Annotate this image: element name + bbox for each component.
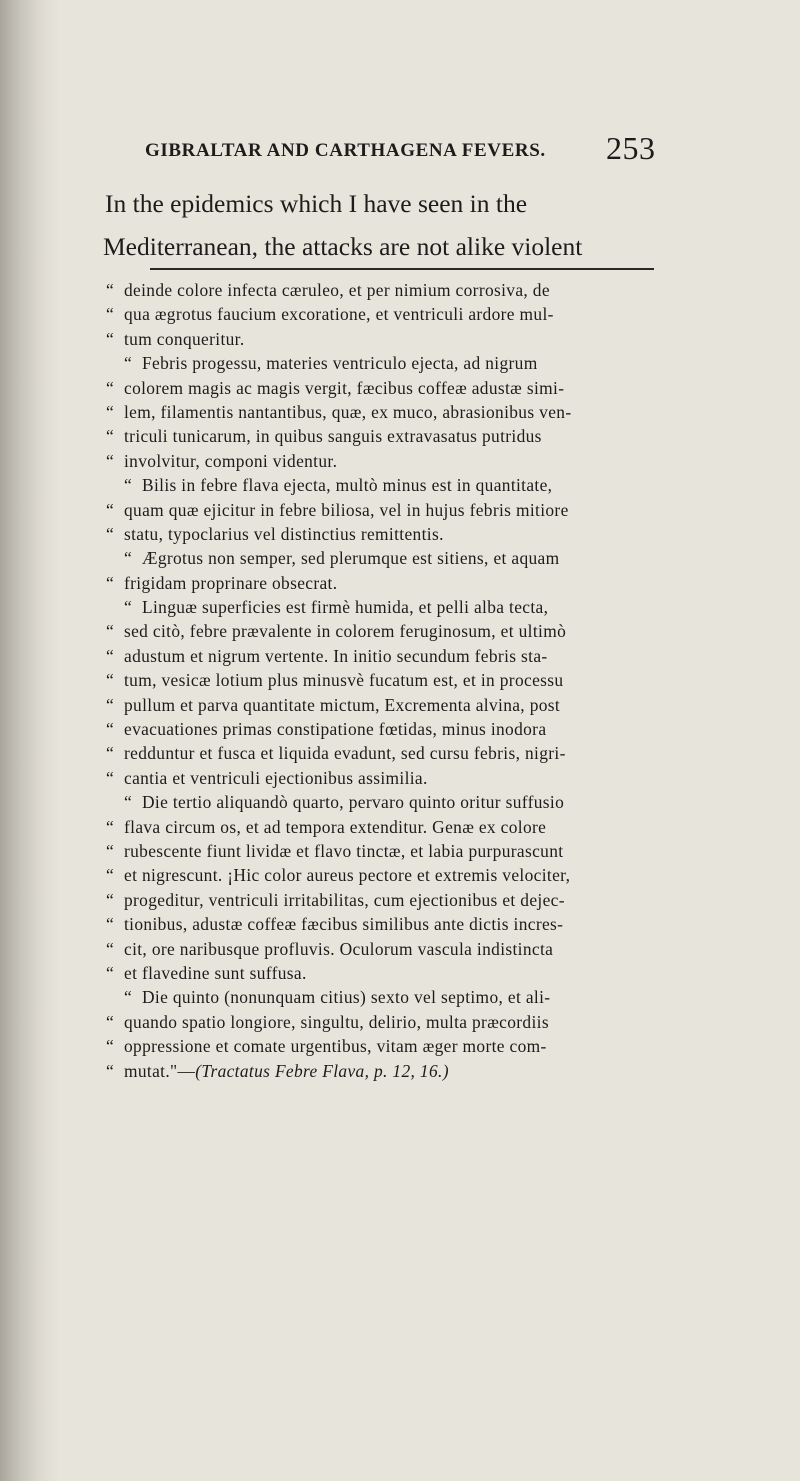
quote-mark: “ xyxy=(106,840,115,861)
quote-line xyxy=(106,766,726,790)
quote-line-text: adustum et nigrum vertente. In initio secundum febris sta- xyxy=(124,645,548,666)
quote-mark: “ xyxy=(106,328,115,349)
quote-line xyxy=(106,644,726,668)
quote-mark: “ xyxy=(106,523,115,544)
quote-line xyxy=(106,937,726,961)
quote-line-text: Linguæ superficies est firmè humida, et pelli alba tecta, xyxy=(142,597,549,618)
quote-line xyxy=(106,498,726,522)
quote-line xyxy=(106,888,726,912)
quote-line xyxy=(106,449,726,473)
quote-mark: “ xyxy=(106,938,115,959)
quote-line xyxy=(106,961,726,985)
quote-line xyxy=(106,839,726,863)
quote-mark: “ xyxy=(106,865,115,886)
quote-mark: “ xyxy=(106,450,115,471)
quote-mark: “ xyxy=(106,670,115,691)
quote-line-text: et nigrescunt. ¡Hic color aureus pectore et extremis velociter, xyxy=(124,865,571,886)
quote-line-text: redduntur et fusca et liquida evadunt, sed cursu febris, nigri- xyxy=(124,743,566,764)
quote-mark: “ xyxy=(106,645,115,666)
quote-mark: “ xyxy=(106,377,115,398)
quote-line xyxy=(106,1010,726,1034)
quote-line-text: pullum et parva quantitate mictum, Excrementa alvina, post xyxy=(124,694,561,715)
quote-line xyxy=(106,327,726,351)
quote-mark: “ xyxy=(124,987,133,1008)
quote-line xyxy=(106,595,726,619)
quote-line xyxy=(106,1034,726,1058)
quote-line-text: triculi tunicarum, in quibus sanguis extravasatus putridus xyxy=(124,426,542,447)
page-edge-shadow xyxy=(0,0,60,1481)
quote-mark: “ xyxy=(106,401,115,422)
quote-line xyxy=(106,571,726,595)
quote-mark: “ xyxy=(106,280,115,300)
quote-line xyxy=(106,278,726,302)
intro-paragraph xyxy=(105,182,665,268)
quote-mark: “ xyxy=(106,304,115,325)
quote-mark: “ xyxy=(124,475,133,496)
quote-line xyxy=(106,912,726,936)
quote-line xyxy=(106,351,726,375)
intro-line-2: Mediterranean, the attacks are not alike violent xyxy=(103,232,583,261)
quote-mark: “ xyxy=(106,767,115,788)
quote-mark: “ xyxy=(106,1011,115,1032)
quote-line xyxy=(106,424,726,448)
quote-line xyxy=(106,668,726,692)
footnote-rule xyxy=(150,268,654,270)
quote-line-text: sed citò, febre prævalente in colorem feruginosum, et ultimò xyxy=(124,621,567,642)
quote-line xyxy=(106,473,726,497)
quote-line-text: flava circum os, et ad tempora extenditur. Genæ ex colore xyxy=(124,816,547,837)
quote-line-text: progeditur, ventriculi irritabilitas, cum ejectionibus et dejec- xyxy=(124,889,565,910)
quote-mark: “ xyxy=(106,1060,115,1081)
quote-line-text: statu, typoclarius vel distinctius remittentis. xyxy=(124,523,444,544)
quote-mark: “ xyxy=(106,962,115,983)
quote-line xyxy=(106,1059,726,1083)
quote-line-text: Die quinto (nonunquam citius) sexto vel septimo, et ali- xyxy=(142,987,551,1008)
quote-line xyxy=(106,619,726,643)
quote-mark: “ xyxy=(106,719,115,740)
quote-mark: “ xyxy=(106,1036,115,1057)
quote-line-text: deinde colore infecta cæruleo, et per nimium corrosiva, de xyxy=(124,280,550,300)
quote-line-text: quam quæ ejicitur in febre biliosa, vel in hujus febris mitiore xyxy=(124,499,569,520)
quote-line-text: Febris progessu, materies ventriculo ejecta, ad nigrum xyxy=(142,353,538,374)
quote-line xyxy=(106,815,726,839)
quote-line xyxy=(106,985,726,1009)
quote-line-text: mutat."— xyxy=(124,1060,196,1081)
quote-line-text: Bilis in febre flava ejecta, multò minus est in quantitate, xyxy=(142,475,553,496)
quote-mark: “ xyxy=(106,743,115,764)
quote-line-text: tum, vesicæ lotium plus minusvè fucatum est, et in processu xyxy=(124,670,564,691)
quote-mark: “ xyxy=(124,792,133,813)
citation: (Tractatus Febre Flava, p. 12, 16.) xyxy=(195,1060,449,1081)
quote-mark: “ xyxy=(106,572,115,593)
intro-line-1: In the epidemics which I have seen in the xyxy=(105,189,528,218)
quote-mark: “ xyxy=(106,816,115,837)
quote-line xyxy=(106,522,726,546)
quote-line-text: frigidam proprinare obsecrat. xyxy=(124,572,338,593)
quote-line-text: tionibus, adustæ coffeæ fæcibus similibus ante dictis incres- xyxy=(124,914,564,935)
quote-line-text: et flavedine sunt suffusa. xyxy=(124,962,307,983)
quote-mark: “ xyxy=(106,499,115,520)
quote-line xyxy=(106,693,726,717)
quote-mark: “ xyxy=(106,889,115,910)
quote-line xyxy=(106,376,726,400)
quote-line xyxy=(106,546,726,570)
quote-line-text: evacuationes primas constipatione fœtidas, minus inodora xyxy=(124,719,547,740)
quote-mark: “ xyxy=(106,621,115,642)
quote-line-text: cantia et ventriculi ejectionibus assimilia. xyxy=(124,767,428,788)
quote-line-text: oppressione et comate urgentibus, vitam æger morte com- xyxy=(124,1036,547,1057)
quote-mark: “ xyxy=(106,914,115,935)
quote-line-text: quando spatio longiore, singultu, delirio, multa præcordiis xyxy=(124,1011,549,1032)
page-number: 253 xyxy=(606,130,656,166)
quote-line-text: Die tertio aliquandò quarto, pervaro quinto oritur suffusio xyxy=(142,792,565,813)
latin-quotation xyxy=(106,278,726,1083)
quote-mark: “ xyxy=(124,597,133,618)
quote-line-text: involvitur, componi videntur. xyxy=(124,450,338,471)
running-header: GIBRALTAR AND CARTHAGENA FEVERS. xyxy=(145,140,546,161)
quote-line-text: lem, filamentis nantantibus, quæ, ex muco, abrasionibus ven- xyxy=(124,401,572,422)
quote-mark: “ xyxy=(106,426,115,447)
quote-mark: “ xyxy=(124,353,133,374)
quote-line-text: Ægrotus non semper, sed plerumque est sitiens, et aquam xyxy=(142,548,560,569)
quote-line-text: colorem magis ac magis vergit, fæcibus coffeæ adustæ simi- xyxy=(124,377,565,398)
quote-line-text: qua ægrotus faucium excoratione, et ventriculi ardore mul- xyxy=(124,304,554,325)
quote-line xyxy=(106,302,726,326)
quote-line-text: rubescente fiunt lividæ et flavo tinctæ, et labia purpurascunt xyxy=(124,840,564,861)
quote-mark: “ xyxy=(106,694,115,715)
quote-line xyxy=(106,790,726,814)
quote-line xyxy=(106,717,726,741)
quote-line xyxy=(106,863,726,887)
quote-line-text: tum conqueritur. xyxy=(124,328,245,349)
quote-line-text: cit, ore naribusque profluvis. Oculorum vascula indistincta xyxy=(124,938,554,959)
quote-mark: “ xyxy=(124,548,133,569)
quote-line xyxy=(106,400,726,424)
quote-line xyxy=(106,741,726,765)
